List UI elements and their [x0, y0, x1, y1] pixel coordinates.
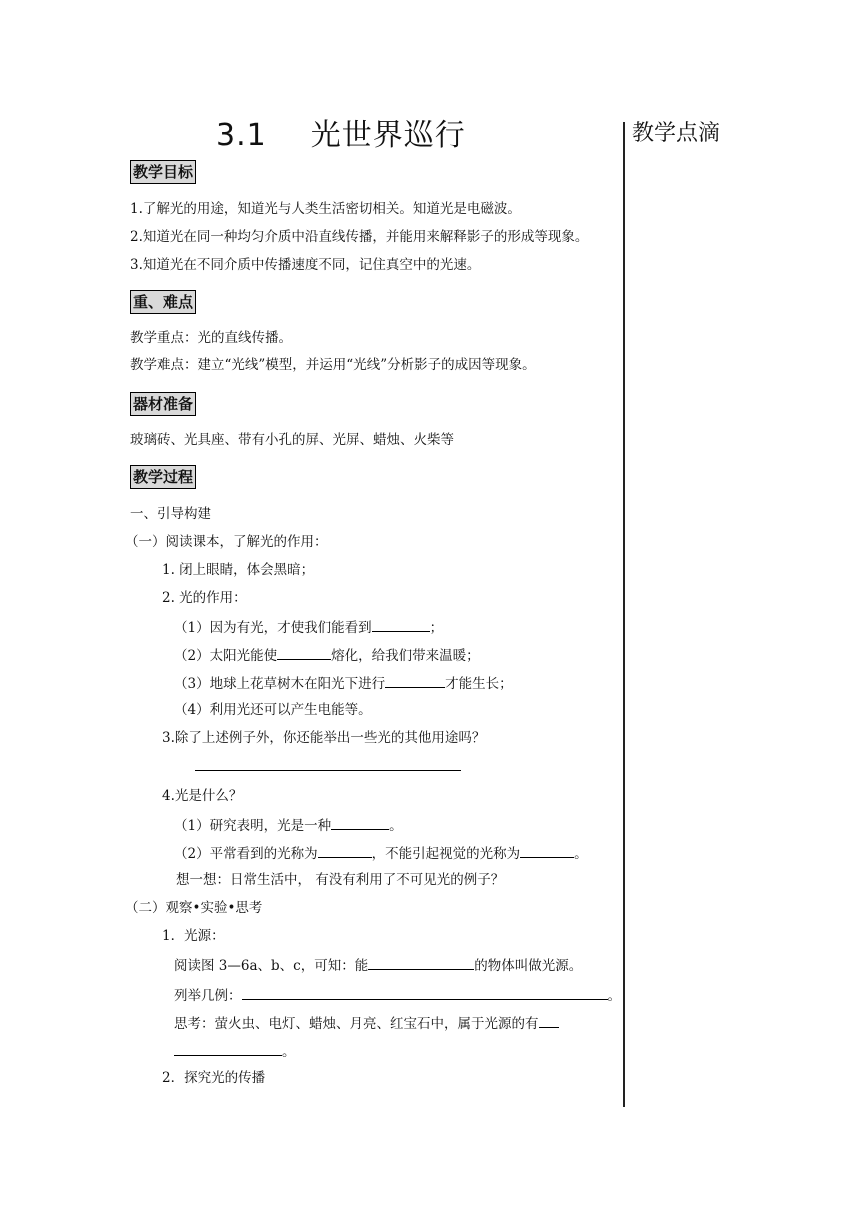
what-is-light-2	[174, 843, 588, 863]
light-source-definition	[174, 955, 582, 975]
fill-blank[interactable]	[331, 815, 389, 830]
light-source-think-cont	[174, 1041, 296, 1061]
light-use-3-text: （3）地球上花草树木在阳光下进行	[174, 676, 386, 692]
fill-blank[interactable]	[174, 1041, 282, 1056]
light-use-1-end: ；	[429, 620, 444, 636]
section-heading-objectives: 教学目标	[130, 160, 196, 184]
objective-1: 1.了解光的用途，知道光与人类生活密切相关。知道光是电磁波。	[130, 201, 521, 217]
fill-blank[interactable]	[242, 985, 608, 1000]
fill-blank[interactable]	[277, 645, 331, 660]
fill-blank[interactable]	[385, 673, 445, 688]
step-other-uses: 3.除了上述例子外，你还能举出一些光的其他用途吗？	[162, 730, 486, 746]
light-use-2	[174, 645, 480, 665]
equipment-list: 玻璃砖、光具座、带有小孔的屏、光屏、蜡烛、火柴等	[130, 432, 454, 448]
what-is-light-2-text: （2）平常看到的光称为	[174, 846, 318, 862]
objective-2: 2.知道光在同一种均匀介质中沿直线传播，并能用来解释影子的形成等现象。	[130, 229, 589, 245]
section-heading-equipment: 器材准备	[130, 392, 196, 416]
light-source-definition-end: 的物体叫做光源。	[474, 958, 583, 974]
what-is-light-2-mid: ，不能引起视觉的光称为	[371, 846, 521, 862]
teaching-focus: 教学重点：光的直线传播。	[130, 330, 292, 346]
light-source-think-text: 思考：萤火虫、电灯、蜡烛、月亮、红宝石中，属于光源的有	[174, 1016, 539, 1032]
step-close-eyes: 1. 闭上眼睛，体会黑暗；	[162, 562, 315, 578]
title-text: 光世界巡行	[310, 118, 466, 153]
section-heading-process: 教学过程	[130, 465, 196, 489]
fill-blank[interactable]	[539, 1013, 559, 1028]
answer-line[interactable]	[195, 770, 461, 771]
teaching-difficulty: 教学难点：建立“光线”模型，并运用“光线”分析影子的成因等现象。	[130, 357, 536, 373]
title-number: 3.1	[216, 118, 267, 153]
what-is-light-1-end: 。	[389, 818, 403, 834]
light-source-examples-label: 列举几例：	[174, 988, 242, 1004]
light-source-think-end: 。	[282, 1044, 296, 1060]
subpart-observe-experiment: （二）观察•实验•思考	[125, 900, 263, 916]
explore-light-propagation: 2．探究光的传播	[162, 1070, 266, 1086]
fill-blank[interactable]	[318, 843, 372, 858]
light-use-2-end: 熔化，给我们带来温暖；	[331, 648, 480, 664]
light-use-3	[174, 673, 513, 693]
step-light-uses: 2. 光的作用：	[162, 590, 247, 606]
fill-blank[interactable]	[372, 617, 430, 632]
what-is-light-1	[174, 815, 403, 835]
column-divider	[623, 122, 625, 1107]
light-use-4: （4）利用光还可以产生电能等。	[174, 702, 372, 718]
light-use-3-end: 才能生长；	[445, 676, 513, 692]
side-column-title: 教学点滴	[632, 121, 721, 146]
light-source-definition-text: 阅读图 3—6a、b、c，可知：能	[174, 958, 369, 974]
light-source-examples	[174, 985, 621, 1005]
page-title	[216, 110, 466, 154]
light-use-1	[174, 617, 443, 637]
light-source-examples-end: 。	[607, 988, 621, 1004]
step-what-is-light: 4.光是什么？	[162, 788, 243, 804]
think-prompt: 想一想：日常生活中， 有没有利用了不可见光的例子？	[176, 872, 505, 888]
fill-blank[interactable]	[520, 843, 574, 858]
light-source-heading: 1．光源：	[162, 928, 225, 944]
subpart-read-textbook: （一）阅读课本，了解光的作用：	[125, 534, 328, 550]
objective-3: 3.知道光在不同介质中传播速度不同，记住真空中的光速。	[130, 257, 481, 273]
light-use-2-text: （2）太阳光能使	[174, 648, 278, 664]
section-heading-key-points: 重、难点	[130, 290, 196, 314]
fill-blank[interactable]	[368, 955, 474, 970]
what-is-light-1-text: （1）研究表明，光是一种	[174, 818, 332, 834]
light-use-1-text: （1）因为有光，才使我们能看到	[174, 620, 372, 636]
part-guide-construct: 一、引导构建	[130, 506, 211, 522]
what-is-light-2-end: 。	[574, 846, 588, 862]
light-source-think	[174, 1013, 559, 1033]
